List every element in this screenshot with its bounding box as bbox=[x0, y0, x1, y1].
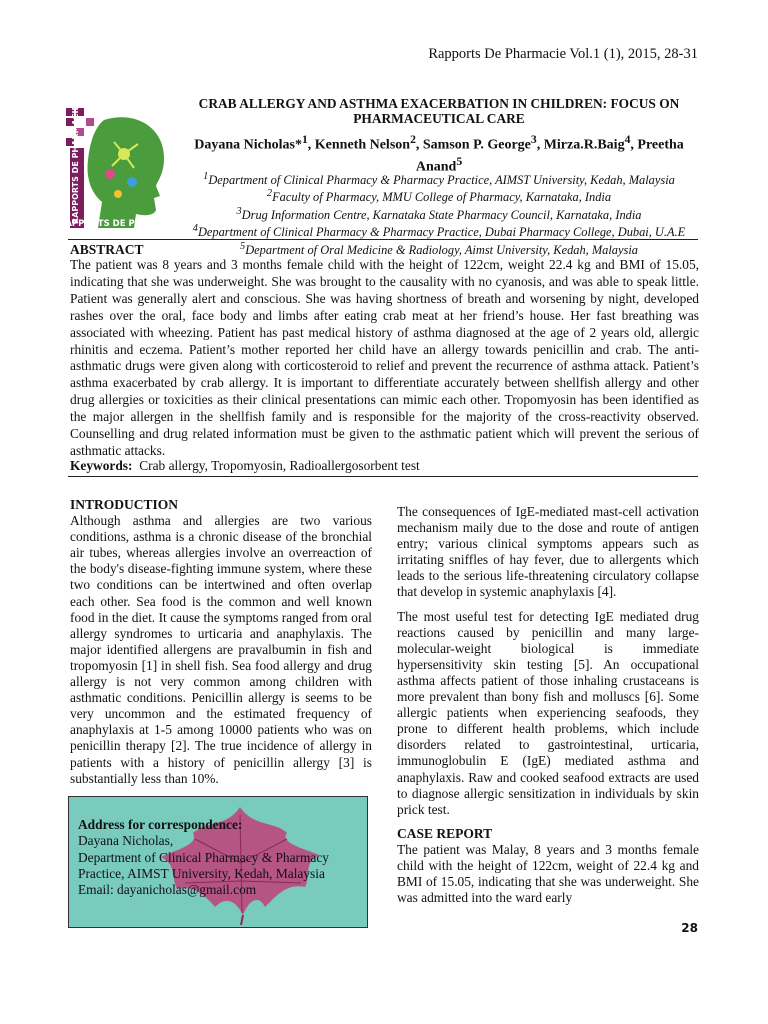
keywords bbox=[70, 458, 420, 474]
correspondence-name: Dayana Nicholas, bbox=[78, 833, 174, 849]
journal-logo bbox=[58, 104, 186, 230]
affiliation-item: $^4$Department of Clinical Pharmacy & Pharmacy Practice, Dubai Pharmacy College, Dubai, U.A.E bbox=[192, 223, 686, 240]
divider-keywords bbox=[68, 476, 698, 477]
paragraph-skin-testing: The most useful test for detecting IgE mediated drug reactions caused by penicillin and many large-molecular-weight biological is immediate hypersensitivity skin testing [5]. An occupational asthma affects patient of those inhaling crustaceans is more prevalent than bony fish and molluscs [6]. Some allergic patients when experiencing seafoods, they prone to different health problems, which include disorders related to gastrointestinal, urticaria, immunoglobulin E (IgE) mediated asthma and anaphylaxis. Raw and cooked seafood extracts are used to diagnose allergic sensitization in individuals by skin prick test. bbox=[397, 608, 699, 817]
left-column bbox=[70, 497, 372, 787]
affiliation-item: $^5$Department of Oral Medicine & Radiology, Aimst University, Kedah, Malaysia bbox=[240, 240, 638, 257]
correspondence-heading: Address for correspondence: bbox=[78, 817, 243, 832]
divider-top bbox=[68, 239, 698, 240]
correspondence-email[interactable]: Email: dayanicholas@gmail.com bbox=[78, 882, 257, 898]
paragraph-consequences: The consequences of IgE-mediated mast-cell activation mechanism maily due to the dose and route of antigen entry; various clinical symptoms appears such as irritating sniffles of hay fever, due to allergents which leads to the serious life-threatening circulatory collapse that develop in systemic anaphylaxis [4]. bbox=[397, 504, 699, 600]
correspondence-box bbox=[68, 796, 368, 928]
journal-citation: Rapports De Pharmacie Vol.1 (1), 2015, 28-31 bbox=[428, 46, 698, 62]
keywords-text: Crab allergy, Tropomyosin, Radioallergosorbent test bbox=[139, 458, 420, 473]
logo-side-text: RAPPORTS DE PHARMACIE bbox=[71, 105, 80, 224]
right-column bbox=[397, 504, 699, 906]
case-report-heading: CASE REPORT bbox=[397, 825, 493, 841]
introduction-text: Although asthma and allergies are two various conditions, asthma is a chronic disease of the bronchial air tubes, whereas allergies involve an overreaction of the body's disease-fighting immune system, where these two conditions can be intertwined and often overlap each other. Sea food is the common and well known food in the diet. It cause the symptoms ranged from oral allergy syndromes to urticaria and anaphylaxis. The major identified allergens are pravalbumin in fish and tropomyosin [1] in shell fish. Sea food allergy and drug allergy is not very common among children with asthmatic conditions. Penicillin allergy is seems to be very uncommon and the estimated frequency of anaphylaxis at 1-5 among 10000 patients who was on penicillin therapy [2]. The true incidence of allergy in patients with a history of penicillin allergy [3] is substantially less than 10%. bbox=[70, 513, 372, 786]
author-list: Dayana Nicholas*$^1$, Kenneth Nelson$^2$, Samson P. George$^3$, Mirza.R.Baig$^4$, Preetha Anand$^5$ bbox=[194, 133, 684, 175]
page-number: 28 bbox=[681, 921, 698, 935]
affiliation-item: $^2$Faculty of Pharmacy, MMU College of Pharmacy, Karnataka, India bbox=[266, 188, 612, 205]
correspondence-address: Practice, AIMST University, Kedah, Malaysia bbox=[78, 865, 325, 881]
logo-caption: RAPPORTS DE PHARMACIE bbox=[58, 219, 186, 229]
abstract-text: The patient was 8 years and 3 months female child with the height of 122cm, weight 22.4 kg and BMI of 15.05, indicating that she was underweight. She was brought to the causality with no cyanosis, and was able to speak little. Patient was generally alert and conscious. She was having shortness of breath and worsening by night, developed rashes over the oral, face body and limbs after eating crab meat at her friend’s house. Her fast breathing was associated with wheezing. Patient has past medical history of asthma diagnosed at the age of 2 years old, allergic rhinitis and eczema. Patient’s mother reported her child have an allergy towards penicillin and crab. The anti-asthmatic drugs were given along with corticosteroid to relief and prevent the recurrence of asthma attack. Patient’s asthma exacerbated by crab allergy. It is important to differentiate accurately between shellfish allergy and other drug allergies or toxicities as their clinical presentations can mimic each other. Tropomyosin has been identified as the major allergen in the shellfish family and is responsible for the majority of the cross-reactivity observed. Counselling and drug related information must be given to the asthmatic patient which will prevent the serious of asthmatic attacks. bbox=[70, 257, 699, 458]
affiliation-item: $^3$Drug Information Centre, Karnataka State Pharmacy Council, Karnataka, India bbox=[236, 205, 642, 222]
keywords-label: Keywords: bbox=[70, 458, 133, 473]
correspondence-dept: Department of Clinical Pharmacy & Pharmacy bbox=[78, 849, 329, 865]
logo-graphic bbox=[58, 104, 186, 230]
affiliations bbox=[174, 170, 704, 257]
introduction-heading: INTRODUCTION bbox=[70, 497, 179, 512]
abstract-heading: ABSTRACT bbox=[70, 242, 144, 257]
article-title: CRAB ALLERGY AND ASTHMA EXACERBATION IN CHILDREN: FOCUS ON PHARMACEUTICAL CARE bbox=[198, 96, 680, 126]
affiliation-item: $^1$Department of Clinical Pharmacy & Pharmacy Practice, AIMST University, Kedah, Malaysia bbox=[203, 171, 675, 188]
case-report-text: The patient was Malay, 8 years and 3 months female child with the height of 122cm, weight of 22.4 kg and BMI of 15.05, indicating that she was underweight. She was admitted into the ward early bbox=[397, 841, 699, 906]
